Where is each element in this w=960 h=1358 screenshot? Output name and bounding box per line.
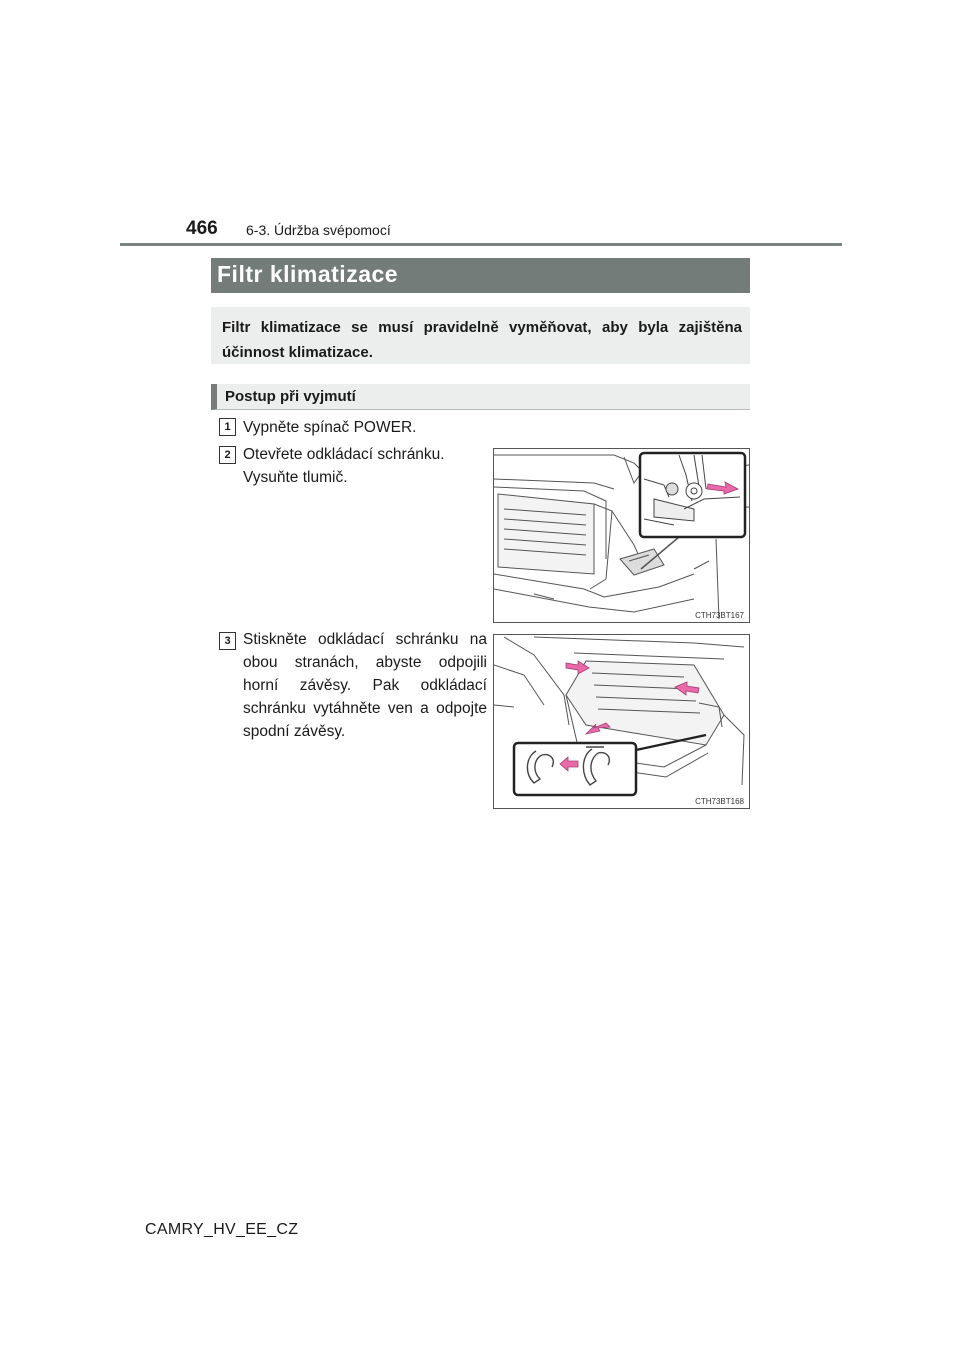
- header-rule: [120, 243, 842, 246]
- figure-1-code: CTH73BT167: [695, 611, 744, 620]
- page-number: 466: [186, 218, 218, 239]
- glovebox-removal-illustration: [494, 635, 749, 808]
- step-2-number: 2: [219, 446, 236, 464]
- step-3-number: 3: [219, 632, 236, 650]
- section-label: 6-3. Údržba svépomocí: [246, 222, 391, 238]
- subsection-title: Postup při vyjmutí: [225, 388, 356, 405]
- step-1-number: 1: [219, 418, 236, 436]
- figure-glovebox-damper: [493, 448, 750, 623]
- intro-text: Filtr klimatizace se musí pravidelně vyměňovat, aby byla zajištěna účinnost klimatizace.: [222, 319, 742, 361]
- figure-glovebox-removal: [493, 634, 750, 809]
- intro-box: [211, 307, 750, 364]
- figure-2-code: CTH73BT168: [695, 797, 744, 806]
- footer-model-code: CAMRY_HV_EE_CZ: [145, 1221, 299, 1238]
- step-1-text: Vypněte spínač POWER.: [243, 419, 417, 436]
- step-2-line-2: Vysuňte tlumič.: [243, 469, 348, 486]
- hinge-inset-frame: [514, 743, 636, 795]
- page-title: Filtr klimatizace: [217, 261, 399, 287]
- step-3-text: Stiskněte odkládací schránku na obou stranách, abyste odpojili horní závěsy. Pak odkládací schránku vytáhněte ven a odpojte spodní závěsy.: [243, 631, 487, 740]
- glovebox-damper-illustration: [494, 449, 749, 622]
- step-2-line-1: Otevřete odkládací schránku.: [243, 446, 445, 463]
- title-bar: [211, 258, 750, 293]
- subsection-bar: [211, 384, 750, 410]
